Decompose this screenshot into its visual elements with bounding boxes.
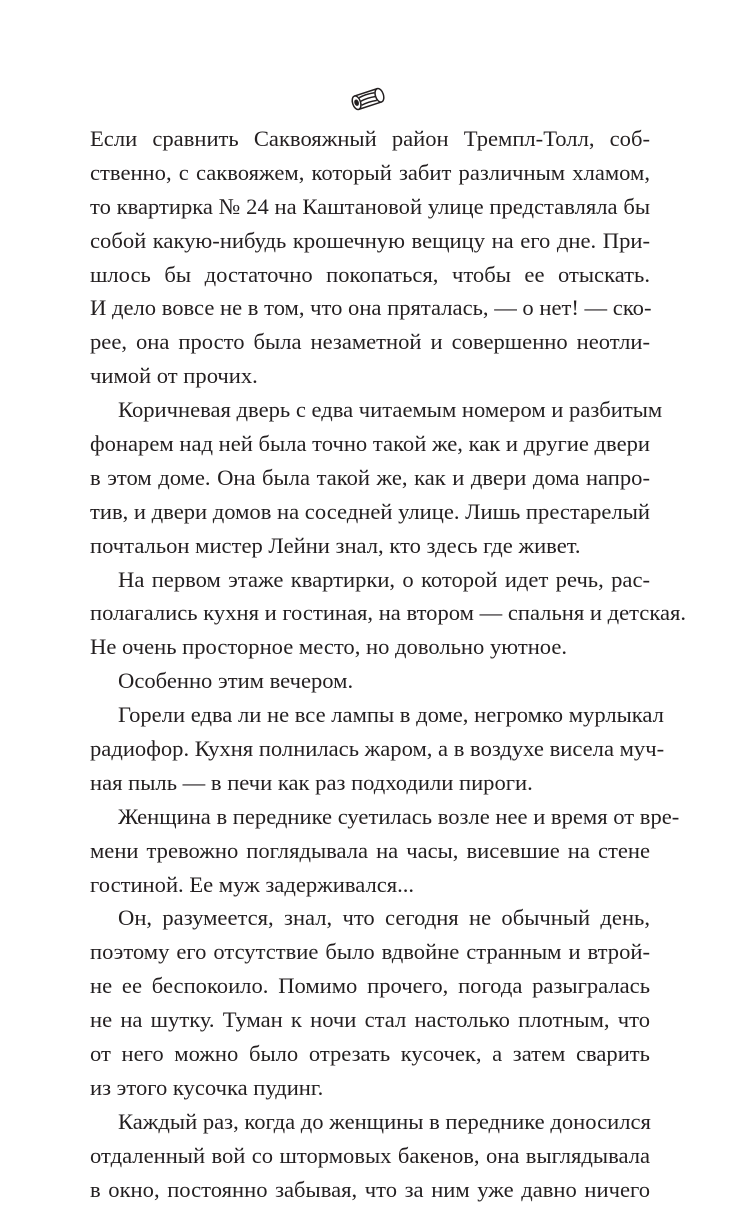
text-line: поэтому его отсутствие было вдвойне странным и втрой- (90, 939, 650, 965)
text-line: не ее беспокоило. Помимо прочего, погода разыгралась (90, 973, 650, 999)
text-line: ная пыль — в печи как раз подходили пироги. (90, 769, 533, 795)
spool-ornament-icon (348, 84, 388, 114)
text-line: собой какую-нибудь крошечную вещицу на его дне. При- (90, 227, 650, 253)
text-line: Коричневая дверь с едва читаемым номером и разбитым (118, 397, 663, 423)
text-line: из этого кусочка пудинг. (90, 1074, 324, 1100)
text-line: полагались кухня и гостиная, на втором — спальня и детская. (90, 600, 687, 626)
text-line: в окно, постоянно забывая, что за ним уже давно ничего (90, 1176, 650, 1202)
text-line: На первом этаже квартирки, о которой идет речь, рас- (118, 566, 650, 592)
text-line: мени тревожно поглядывала на часы, висевшие на стене (90, 837, 650, 863)
text-line: тив, и двери домов на соседней улице. Лишь престарелый (90, 498, 650, 524)
text-line: радиофор. Кухня полнилась жаром, а в воздухе висела муч- (90, 736, 665, 762)
text-line: в этом доме. Она была такой же, как и двери дома напро- (90, 464, 650, 490)
text-line: чимой от прочих. (90, 363, 258, 389)
text-line: Особенно этим вечером. (118, 668, 354, 694)
text-line: Если сравнить Саквояжный район Тремпл-Толл, соб- (90, 126, 650, 151)
text-line: И дело вовсе не в том, что она пряталась, — о нет! — ско- (90, 295, 652, 321)
text-line: Женщина в переднике суетилась возле нее и время от вре- (118, 803, 680, 829)
text-line: фонарем над ней была точно такой же, как и другие двери (90, 431, 650, 457)
body-text (90, 122, 687, 1207)
text-line: Он, разумеется, знал, что сегодня не обычный день, (118, 905, 650, 931)
text-line: гостиной. Ее муж задерживался... (90, 871, 415, 897)
text-line: ственно, с саквояжем, который забит различным хламом, (90, 159, 650, 185)
text-line: рее, она просто была незаметной и совершенно неотли- (90, 329, 650, 355)
text-line: отдаленный вой со штормовых бакенов, она выглядывала (90, 1142, 650, 1168)
text-line: то квартирка № 24 на Каштановой улице представляла бы (90, 193, 650, 219)
text-line: от него можно было отрезать кусочек, а затем сварить (90, 1041, 650, 1067)
text-line: почтальон мистер Лейни знал, кто здесь где живет. (90, 532, 581, 558)
text-line: Горели едва ли не все лампы в доме, негромко мурлыкал (118, 702, 664, 728)
text-line: шлось бы достаточно покопаться, чтобы ее отыскать. (90, 261, 650, 287)
text-line: не на шутку. Туман к ночи стал настолько плотным, что (90, 1007, 650, 1033)
text-line: Каждый раз, когда до женщины в переднике доносился (118, 1108, 651, 1134)
text-line: Не очень просторное место, но довольно уютное. (90, 634, 568, 660)
